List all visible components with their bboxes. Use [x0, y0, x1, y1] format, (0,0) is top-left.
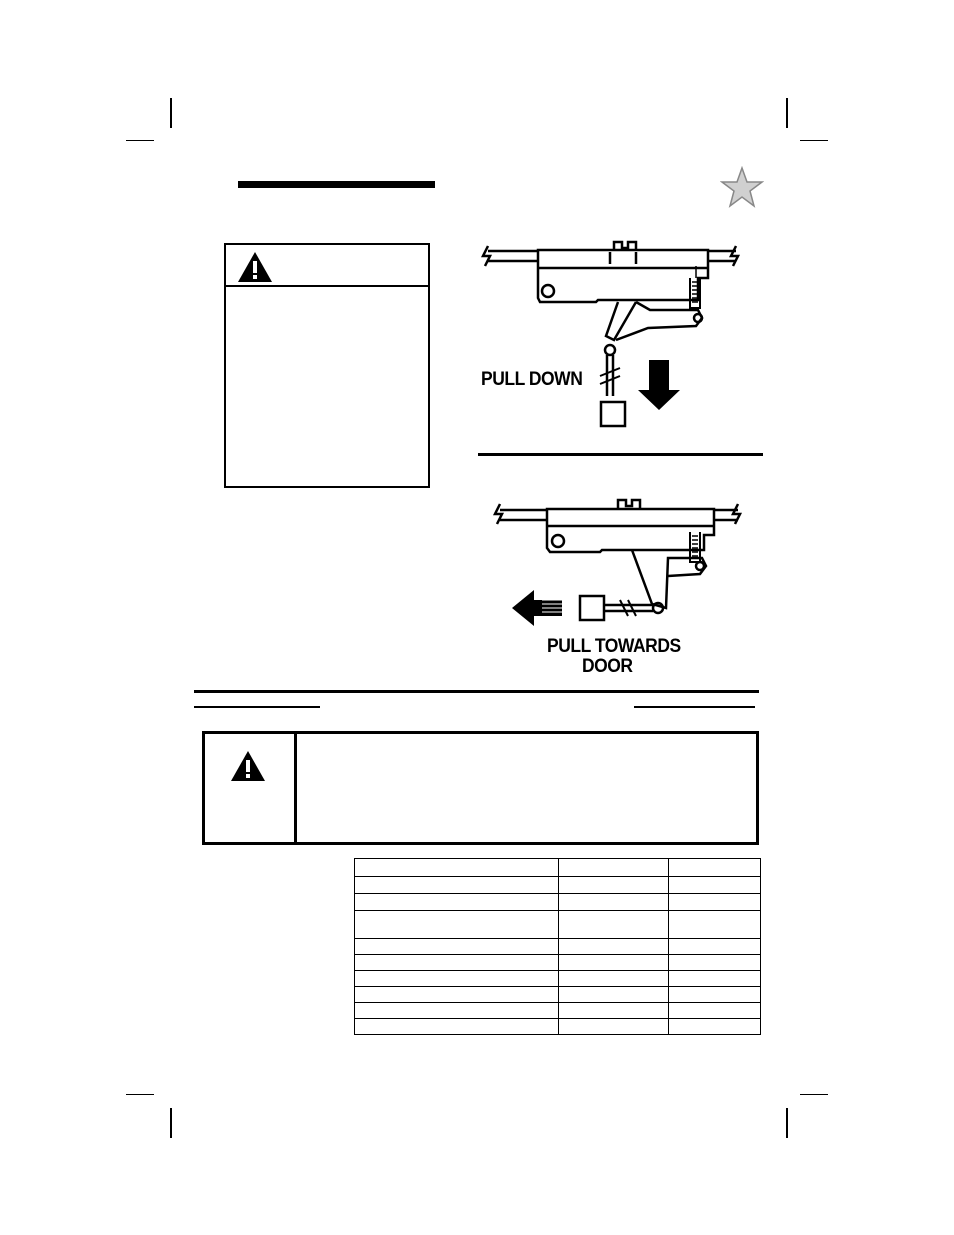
table-cell: [669, 987, 761, 1003]
table-cell: [355, 971, 559, 987]
table-cell: [669, 939, 761, 955]
figure-divider: [478, 453, 763, 456]
table-row: [355, 859, 761, 877]
table-row: [355, 894, 761, 911]
table-cell: [559, 1019, 669, 1035]
table-row: [355, 971, 761, 987]
left-underline: [194, 706, 320, 708]
warning-triangle-icon: [230, 750, 266, 782]
table-cell: [669, 894, 761, 911]
table-cell: [559, 987, 669, 1003]
table-cell: [355, 955, 559, 971]
warning-triangle-icon: [237, 251, 273, 283]
warning-icon-panel: [205, 734, 297, 842]
wide-warning-box: [202, 731, 759, 845]
section-heading-bar: [238, 181, 435, 188]
table-cell: [669, 911, 761, 939]
warning-header: [226, 245, 428, 287]
crop-mark: [170, 1108, 172, 1138]
table-cell: [559, 877, 669, 894]
trolley-diagram-pull-towards-door: [492, 490, 748, 630]
table-cell: [559, 939, 669, 955]
table-cell: [355, 894, 559, 911]
section-rule: [194, 690, 759, 693]
crop-mark: [170, 98, 172, 128]
door-label: DOOR: [582, 656, 633, 677]
trolley-diagram-pull-down: [478, 238, 748, 432]
table-cell: [669, 1019, 761, 1035]
star-icon: [720, 166, 764, 208]
crop-mark: [126, 1094, 154, 1095]
crop-mark: [786, 1108, 788, 1138]
table-row: [355, 1019, 761, 1035]
table-cell: [559, 971, 669, 987]
table-cell: [669, 877, 761, 894]
table-row: [355, 955, 761, 971]
crop-mark: [800, 1094, 828, 1095]
table-cell: [559, 1003, 669, 1019]
table-cell: [355, 877, 559, 894]
table-cell: [669, 1003, 761, 1019]
table-cell: [559, 955, 669, 971]
table-cell: [559, 859, 669, 877]
right-underline: [634, 706, 755, 708]
table-cell: [355, 911, 559, 939]
table-cell: [355, 1003, 559, 1019]
crop-mark: [126, 140, 154, 141]
warning-box: [224, 243, 430, 488]
table-cell: [669, 859, 761, 877]
table-cell: [355, 987, 559, 1003]
crop-mark: [786, 98, 788, 128]
table-cell: [355, 1019, 559, 1035]
table-row: [355, 987, 761, 1003]
crop-mark: [800, 140, 828, 141]
pull-down-label: PULL DOWN: [481, 369, 583, 390]
table-cell: [559, 894, 669, 911]
table-row: [355, 911, 761, 939]
table-row: [355, 1003, 761, 1019]
table-cell: [355, 939, 559, 955]
parts-table: [354, 858, 761, 1035]
table-row: [355, 939, 761, 955]
table-cell: [355, 859, 559, 877]
table-cell: [669, 955, 761, 971]
pull-towards-label: PULL TOWARDS: [547, 636, 681, 657]
table-cell: [669, 971, 761, 987]
table-cell: [559, 911, 669, 939]
table-row: [355, 877, 761, 894]
